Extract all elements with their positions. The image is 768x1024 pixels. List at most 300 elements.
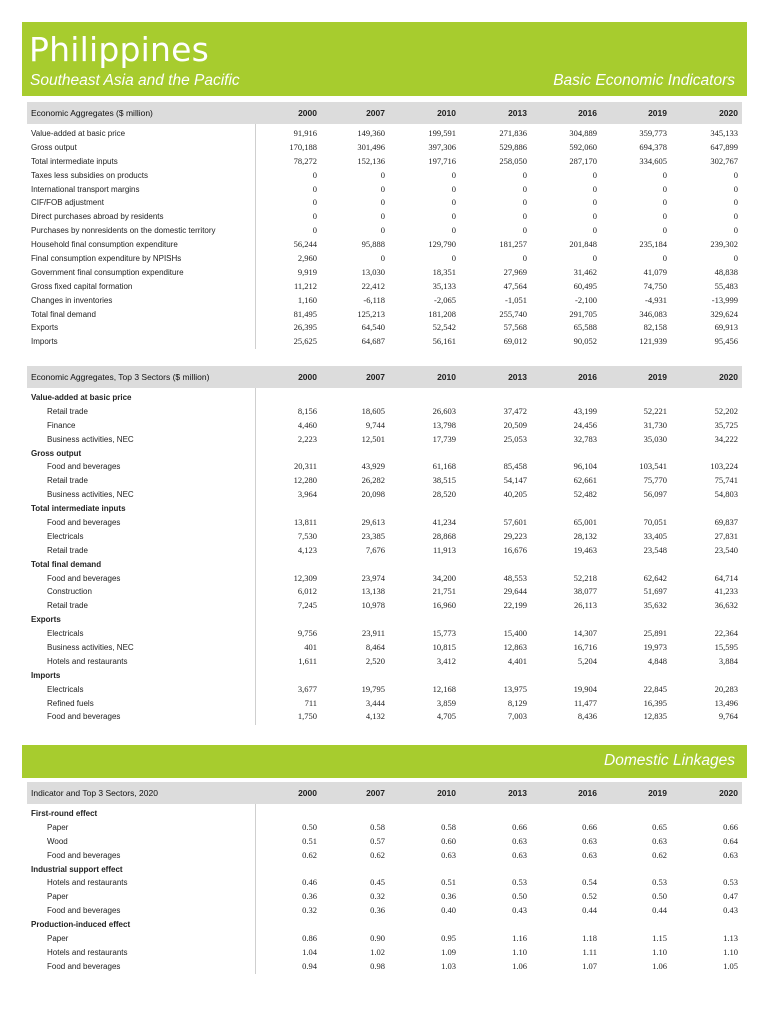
table-row: [27, 335, 742, 349]
cell-value: 1.15: [652, 933, 667, 944]
year-header: 2013: [508, 108, 527, 118]
year-header: 2019: [648, 108, 667, 118]
cell-value: 29,223: [503, 530, 527, 541]
cell-value: 13,975: [503, 683, 527, 694]
cell-value: 8,464: [365, 642, 385, 653]
row-label: Wood: [47, 836, 68, 846]
cell-value: 0.50: [302, 821, 317, 832]
year-header: 2019: [648, 372, 667, 382]
cell-value: 334,605: [639, 155, 667, 166]
cell-value: 23,540: [714, 544, 738, 555]
cell-value: 19,973: [643, 642, 667, 653]
cell-value: 70,051: [643, 517, 667, 528]
row-label: Food and beverages: [47, 906, 121, 916]
table-row: [27, 266, 742, 280]
cell-value: 0: [451, 169, 456, 180]
cell-value: 0: [733, 183, 738, 194]
table-row: [27, 516, 742, 530]
cell-value: 4,848: [647, 655, 667, 666]
cell-value: 12,309: [293, 572, 317, 583]
year-header: 2000: [298, 108, 317, 118]
cell-value: 62,661: [573, 475, 597, 486]
row-label: Electricals: [47, 684, 84, 694]
cell-value: 239,302: [710, 239, 738, 250]
column-divider: [255, 124, 256, 349]
cell-value: 4,401: [507, 655, 527, 666]
cell-value: 0.66: [512, 821, 527, 832]
cell-value: 0.90: [370, 933, 385, 944]
cell-value: 152,136: [357, 155, 385, 166]
cell-value: 0: [592, 169, 597, 180]
year-header: 2016: [578, 108, 597, 118]
cell-value: 28,868: [432, 530, 456, 541]
cell-value: 235,184: [639, 239, 667, 250]
row-label: Exports: [31, 323, 59, 333]
cell-value: 11,212: [293, 280, 317, 291]
cell-value: 0: [662, 211, 667, 222]
row-label: Food and beverages: [47, 462, 121, 472]
cell-value: 1.06: [652, 960, 667, 971]
cell-value: 74,750: [643, 280, 667, 291]
cell-value: 3,884: [718, 655, 738, 666]
cell-value: 16,676: [503, 544, 527, 555]
cell-value: 0.60: [441, 835, 456, 846]
cell-value: -6,118: [363, 294, 385, 305]
cell-value: 24,456: [573, 419, 597, 430]
table-row: [27, 655, 742, 669]
cell-value: 9,744: [365, 419, 385, 430]
cell-value: 26,113: [573, 600, 597, 611]
table-row: [27, 960, 742, 974]
row-label: Retail trade: [47, 545, 88, 555]
row-label: Construction: [47, 587, 92, 597]
cell-value: 0.53: [723, 877, 738, 888]
cell-value: 26,395: [293, 322, 317, 333]
cell-value: 13,496: [714, 697, 738, 708]
cell-value: 291,705: [569, 308, 597, 319]
cell-value: 22,364: [714, 628, 738, 639]
cell-value: 1,750: [297, 711, 317, 722]
cell-value: 9,919: [297, 266, 317, 277]
row-label: Total final demand: [31, 309, 96, 319]
cell-value: -4,931: [645, 294, 667, 305]
year-header: 2020: [719, 788, 738, 798]
cell-value: 10,978: [361, 600, 385, 611]
cell-value: 54,803: [714, 489, 738, 500]
cell-value: 0.63: [723, 849, 738, 860]
table-row: [27, 544, 742, 558]
cell-value: 0.53: [512, 877, 527, 888]
cell-value: 0: [733, 225, 738, 236]
table-row: [27, 460, 742, 474]
cell-value: 3,677: [297, 683, 317, 694]
cell-value: 52,218: [573, 572, 597, 583]
cell-value: 0.36: [441, 891, 456, 902]
year-header: 2020: [719, 108, 738, 118]
cell-value: 38,077: [573, 586, 597, 597]
cell-value: 0: [522, 211, 527, 222]
region-subtitle: Southeast Asia and the Pacific: [30, 72, 240, 89]
cell-value: 359,773: [639, 128, 667, 138]
cell-value: 0.62: [370, 849, 385, 860]
cell-value: 0.36: [370, 905, 385, 916]
row-label: Production-induced effect: [31, 920, 131, 930]
cell-value: 52,202: [714, 405, 738, 416]
cell-value: 1.04: [302, 946, 317, 957]
cell-value: 26,603: [432, 405, 456, 416]
cell-value: 592,060: [569, 141, 597, 152]
cell-value: 0.52: [582, 891, 597, 902]
row-label: Food and beverages: [47, 850, 121, 860]
cell-value: 0.94: [302, 960, 317, 971]
cell-value: 37,472: [503, 405, 527, 416]
table-title: Indicator and Top 3 Sectors, 2020: [31, 788, 158, 798]
cell-value: 1.10: [512, 946, 527, 957]
year-header: 2010: [437, 372, 456, 382]
cell-value: 199,591: [428, 128, 456, 138]
cell-value: 3,964: [297, 489, 317, 500]
cell-value: 0: [380, 169, 385, 180]
cell-value: 12,168: [432, 683, 456, 694]
cell-value: 0: [451, 211, 456, 222]
cell-value: 0: [733, 169, 738, 180]
cell-value: 64,540: [361, 322, 385, 333]
cell-value: 0.51: [302, 835, 317, 846]
row-label: Paper: [47, 892, 69, 902]
table-row: [27, 141, 742, 155]
cell-value: 346,083: [639, 308, 667, 319]
group-row: [27, 558, 742, 572]
group-row: [27, 863, 742, 877]
cell-value: 0: [312, 169, 317, 180]
table-row: [27, 252, 742, 266]
cell-value: 19,904: [573, 683, 597, 694]
cell-value: 22,199: [503, 600, 527, 611]
cell-value: 0.40: [441, 905, 456, 916]
cell-value: 13,798: [432, 419, 456, 430]
year-header: 2016: [578, 372, 597, 382]
row-label: Exports: [31, 615, 61, 625]
row-label: Paper: [47, 822, 69, 832]
cell-value: 35,725: [714, 419, 738, 430]
cell-value: 20,283: [714, 683, 738, 694]
table-row: [27, 932, 742, 946]
cell-value: 7,245: [297, 600, 317, 611]
column-divider: [255, 804, 256, 974]
cell-value: 0.47: [723, 891, 738, 902]
table-row: [27, 280, 742, 294]
cell-value: 0.36: [302, 891, 317, 902]
row-label: Value-added at basic price: [31, 393, 132, 402]
cell-value: 8,129: [507, 697, 527, 708]
row-label: Final consumption expenditure by NPISHs: [31, 254, 182, 264]
cell-value: 0.58: [441, 821, 456, 832]
group-row: [27, 447, 742, 461]
table-row: [27, 127, 742, 141]
table-row: [27, 599, 742, 613]
cell-value: 14,307: [573, 628, 597, 639]
year-header: 2019: [648, 788, 667, 798]
year-header: 2013: [508, 372, 527, 382]
cell-value: 0: [592, 211, 597, 222]
cell-value: 0.43: [512, 905, 527, 916]
cell-value: 302,767: [710, 155, 738, 166]
cell-value: 304,889: [569, 128, 597, 138]
cell-value: 0.63: [652, 835, 667, 846]
cell-value: 20,509: [503, 419, 527, 430]
cell-value: 170,188: [289, 141, 317, 152]
table-row: [27, 627, 742, 641]
row-label: Industrial support effect: [31, 864, 123, 874]
cell-value: 34,222: [714, 433, 738, 444]
cell-value: 43,929: [361, 461, 385, 472]
cell-value: 4,123: [297, 544, 317, 555]
year-header: 2013: [508, 788, 527, 798]
cell-value: 0.53: [652, 877, 667, 888]
domestic-linkages-table: [27, 782, 742, 974]
row-label: Business activities, NEC: [47, 643, 134, 653]
cell-value: 0: [662, 169, 667, 180]
cell-value: 12,863: [503, 642, 527, 653]
cell-value: -1,051: [505, 294, 527, 305]
cell-value: 4,460: [297, 419, 317, 430]
cell-value: 4,705: [436, 711, 456, 722]
row-label: Total intermediate inputs: [31, 504, 126, 514]
cell-value: 65,588: [573, 322, 597, 333]
cell-value: 47,564: [503, 280, 527, 291]
year-header: 2007: [366, 372, 385, 382]
cell-value: 0: [592, 225, 597, 236]
cell-value: 397,306: [428, 141, 456, 152]
cell-value: 1.07: [582, 960, 597, 971]
cell-value: 15,773: [432, 628, 456, 639]
cell-value: 0.43: [723, 905, 738, 916]
cell-value: 75,770: [643, 475, 667, 486]
cell-value: 0: [312, 211, 317, 222]
table-row: [27, 169, 742, 183]
cell-value: 0.95: [441, 933, 456, 944]
cell-value: 121,939: [639, 336, 667, 347]
cell-value: 0: [662, 225, 667, 236]
table-row: [27, 321, 742, 335]
cell-value: 23,974: [361, 572, 385, 583]
cell-value: 401: [304, 642, 317, 653]
cell-value: 41,233: [714, 586, 738, 597]
cell-value: 35,632: [643, 600, 667, 611]
row-label: Government final consumption expenditure: [31, 267, 184, 277]
cell-value: 41,234: [432, 517, 456, 528]
cell-value: 22,845: [643, 683, 667, 694]
row-label: Household final consumption expenditure: [31, 240, 178, 250]
cell-value: 31,462: [573, 266, 597, 277]
cell-value: 149,360: [357, 128, 385, 138]
cell-value: 38,515: [432, 475, 456, 486]
row-label: First-round effect: [31, 809, 98, 818]
cell-value: 85,458: [503, 461, 527, 472]
table-row: [27, 183, 742, 197]
cell-value: 12,280: [293, 475, 317, 486]
cell-value: 1.13: [723, 933, 738, 944]
domestic-linkages-banner: [22, 745, 747, 778]
table-row: [27, 585, 742, 599]
table-row: [27, 904, 742, 918]
cell-value: 26,282: [361, 475, 385, 486]
cell-value: 0.66: [723, 821, 738, 832]
cell-value: 0.63: [582, 835, 597, 846]
cell-value: 33,405: [643, 530, 667, 541]
row-label: Electricals: [47, 531, 84, 541]
cell-value: 40,205: [503, 489, 527, 500]
cell-value: 62,642: [643, 572, 667, 583]
header-banner: [22, 22, 747, 96]
cell-value: 1,160: [297, 294, 317, 305]
cell-value: 255,740: [499, 308, 527, 319]
year-header: 2016: [578, 788, 597, 798]
row-label: Food and beverages: [47, 712, 121, 722]
cell-value: 17,739: [432, 433, 456, 444]
table-row: [27, 419, 742, 433]
row-label: Changes in inventories: [31, 295, 113, 305]
country-title: Philippines: [29, 30, 209, 69]
cell-value: 56,244: [293, 239, 317, 250]
group-row: [27, 613, 742, 627]
cell-value: 1.09: [441, 946, 456, 957]
year-header: 2000: [298, 372, 317, 382]
cell-value: 0: [451, 183, 456, 194]
cell-value: 13,138: [361, 586, 385, 597]
cell-value: 57,568: [503, 322, 527, 333]
cell-value: 78,272: [293, 155, 317, 166]
cell-value: 25,053: [503, 433, 527, 444]
table-header: [27, 366, 742, 388]
cell-value: 48,838: [714, 266, 738, 277]
cell-value: 65,001: [573, 517, 597, 528]
row-label: Gross fixed capital formation: [31, 281, 133, 291]
cell-value: 0.98: [370, 960, 385, 971]
cell-value: 301,496: [357, 141, 385, 152]
cell-value: 1.18: [582, 933, 597, 944]
cell-value: 69,012: [503, 336, 527, 347]
economic-aggregates-table: [27, 102, 742, 349]
cell-value: 57,601: [503, 517, 527, 528]
cell-value: 0.63: [441, 849, 456, 860]
cell-value: 0: [733, 253, 738, 264]
table-row: [27, 821, 742, 835]
cell-value: 23,911: [361, 628, 385, 639]
cell-value: 15,595: [714, 642, 738, 653]
cell-value: 2,520: [365, 655, 385, 666]
cell-value: 0: [592, 197, 597, 208]
row-label: CIF/FOB adjustment: [31, 198, 104, 208]
cell-value: 52,542: [432, 322, 456, 333]
cell-value: 96,104: [573, 461, 597, 472]
cell-value: 28,132: [573, 530, 597, 541]
row-label: Total final demand: [31, 559, 102, 569]
table-row: [27, 890, 742, 904]
table-row: [27, 238, 742, 252]
group-row: [27, 669, 742, 683]
domestic-linkages-title: Domestic Linkages: [604, 752, 735, 769]
table-row: [27, 849, 742, 863]
year-header: 2007: [366, 108, 385, 118]
row-label: International transport margins: [31, 184, 140, 194]
cell-value: 694,378: [639, 141, 667, 152]
cell-value: 3,412: [436, 655, 456, 666]
cell-value: 1.16: [512, 933, 527, 944]
table-row: [27, 572, 742, 586]
cell-value: 0: [451, 197, 456, 208]
cell-value: 27,969: [503, 266, 527, 277]
cell-value: 43,199: [573, 405, 597, 416]
cell-value: 23,385: [361, 530, 385, 541]
row-label: Hotels and restaurants: [47, 878, 128, 888]
cell-value: 31,730: [643, 419, 667, 430]
cell-value: 0.57: [370, 835, 385, 846]
cell-value: 20,098: [361, 489, 385, 500]
cell-value: 0.63: [512, 835, 527, 846]
cell-value: 0.50: [512, 891, 527, 902]
cell-value: 1.10: [723, 946, 738, 957]
top-sectors-table: [27, 366, 742, 724]
year-header: 2020: [719, 372, 738, 382]
year-header: 2010: [437, 108, 456, 118]
cell-value: 41,079: [643, 266, 667, 277]
cell-value: 0: [592, 253, 597, 264]
cell-value: -2,100: [575, 294, 597, 305]
cell-value: 181,208: [428, 308, 456, 319]
cell-value: 0: [312, 197, 317, 208]
cell-value: 52,482: [573, 489, 597, 500]
row-label: Business activities, NEC: [47, 490, 134, 500]
cell-value: 0: [733, 197, 738, 208]
row-label: Business activities, NEC: [47, 434, 134, 444]
cell-value: 25,625: [293, 336, 317, 347]
cell-value: 27,831: [714, 530, 738, 541]
cell-value: 103,224: [710, 461, 738, 472]
cell-value: 0: [522, 169, 527, 180]
cell-value: 0.63: [512, 849, 527, 860]
row-label: Finance: [47, 420, 76, 430]
table-row: [27, 946, 742, 960]
cell-value: 95,456: [714, 336, 738, 347]
table-row: [27, 530, 742, 544]
cell-value: 91,916: [293, 128, 317, 138]
table-header: [27, 782, 742, 804]
cell-value: 0: [662, 183, 667, 194]
table-row: [27, 835, 742, 849]
cell-value: 10,815: [432, 642, 456, 653]
cell-value: 0.54: [582, 877, 597, 888]
cell-value: 529,886: [499, 141, 527, 152]
cell-value: 1.02: [370, 946, 385, 957]
row-label: Retail trade: [47, 601, 88, 611]
cell-value: 0: [380, 197, 385, 208]
year-header: 2000: [298, 788, 317, 798]
cell-value: 51,697: [643, 586, 667, 597]
cell-value: 0.46: [302, 877, 317, 888]
cell-value: 7,530: [297, 530, 317, 541]
cell-value: 16,960: [432, 600, 456, 611]
row-label: Hotels and restaurants: [47, 656, 128, 666]
cell-value: 81,495: [293, 308, 317, 319]
cell-value: 35,030: [643, 433, 667, 444]
cell-value: 13,811: [293, 517, 317, 528]
cell-value: 2,960: [297, 253, 317, 264]
row-label: Purchases by nonresidents on the domestic territory: [31, 226, 216, 236]
cell-value: 1.11: [582, 946, 597, 957]
row-label: Food and beverages: [47, 518, 121, 528]
cell-value: 0: [380, 211, 385, 222]
